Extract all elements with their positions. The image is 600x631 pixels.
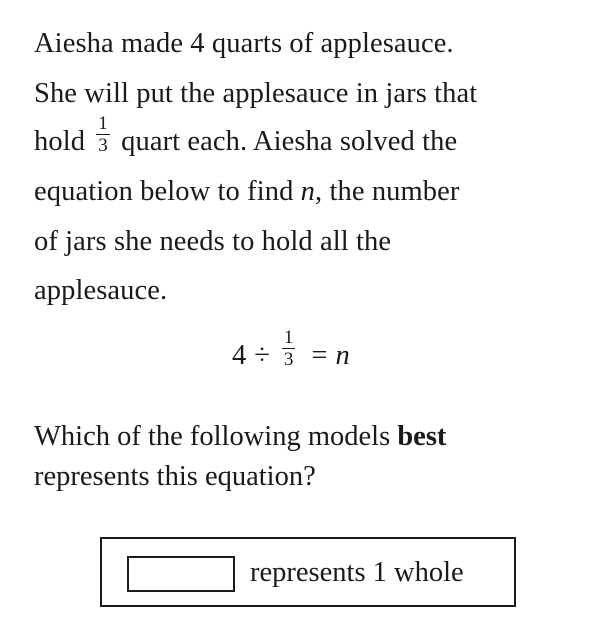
equation-dividend: 4 (232, 340, 247, 371)
problem-line-4-end: , the number (315, 176, 460, 207)
problem-line-5: of jars she needs to hold all the (34, 226, 392, 257)
problem-line-3-start: hold (34, 126, 93, 157)
equation (232, 326, 350, 372)
model-key-box (100, 537, 516, 607)
fraction-denominator: 3 (98, 134, 108, 156)
question-emphasis: best (397, 421, 447, 452)
problem-line-4-start: equation below to find (34, 176, 294, 207)
problem-line-4 (34, 178, 459, 207)
equation-fraction (282, 328, 296, 369)
problem-line-3-end: quart each. Aiesha solved the (113, 126, 458, 157)
model-key-label: represents 1 whole (250, 557, 464, 588)
question-line-2: represents this equation? (34, 461, 316, 492)
equation-fraction-denominator: 3 (283, 348, 294, 370)
variable-n: n (300, 176, 316, 207)
fraction-numerator: 1 (98, 112, 108, 134)
division-sign: ÷ (254, 340, 270, 371)
question-line-1 (34, 423, 446, 452)
problem-line-1: Aiesha made 4 quarts of applesauce. (34, 28, 454, 59)
question-line-1-start: Which of the following models (34, 421, 391, 452)
one-third-fraction (96, 114, 110, 155)
equation-result-n: n (335, 340, 350, 371)
problem-line-6: applesauce. (34, 275, 168, 306)
problem-line-3 (34, 112, 458, 158)
problem-line-2: She will put the applesauce in jars that (34, 78, 478, 109)
equals-sign: = (311, 340, 328, 371)
whole-unit-rectangle (127, 556, 235, 592)
equation-fraction-numerator: 1 (283, 326, 294, 348)
